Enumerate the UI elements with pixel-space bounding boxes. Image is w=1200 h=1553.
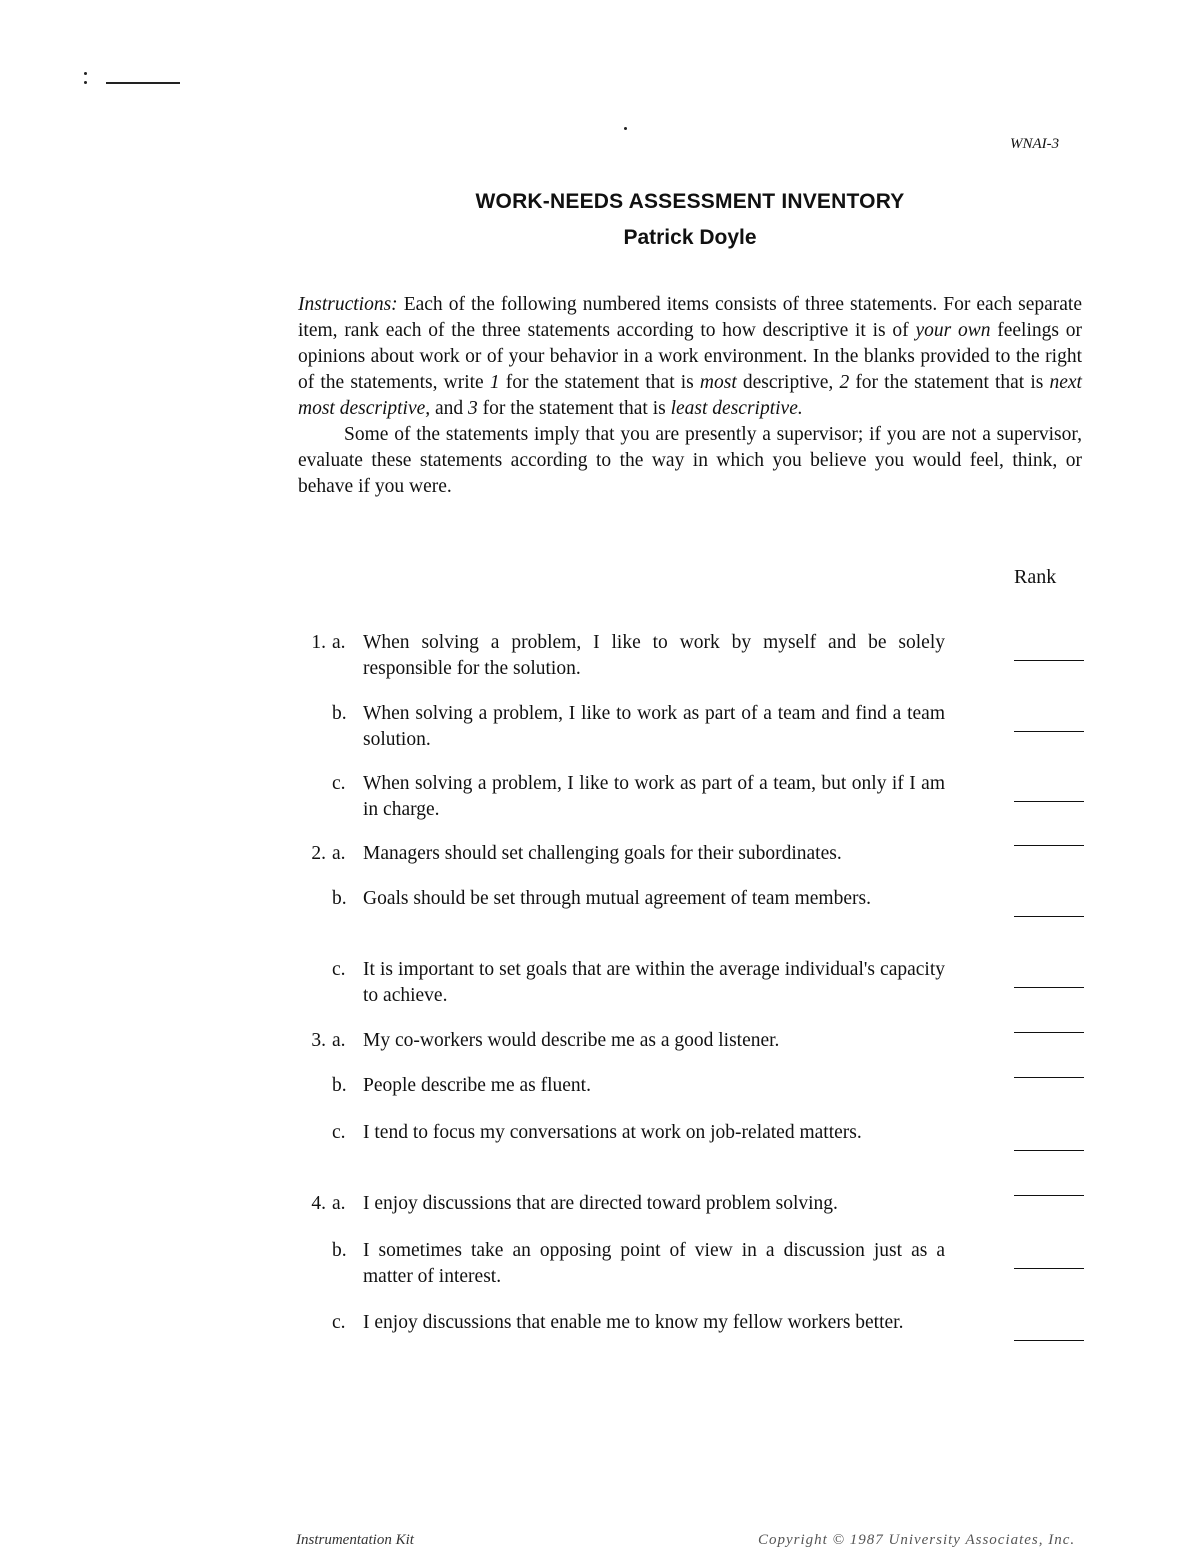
item-letter: c. (332, 773, 346, 794)
rank-blank[interactable] (1014, 987, 1084, 988)
item-statement: Goals should be set through mutual agreement of team members. (363, 888, 871, 909)
list-item (296, 1120, 1096, 1174)
item-number: 3. (311, 1030, 326, 1051)
item-statement: I sometimes take an opposing point of view in a discussion just as a matter of interest. (363, 1240, 945, 1287)
list-item (296, 701, 1096, 755)
rank-blank[interactable] (1014, 1268, 1084, 1269)
rank-blank[interactable] (1014, 1195, 1084, 1196)
instructions-text: for the statement that is (499, 372, 700, 393)
item-letter: a. (332, 1030, 346, 1051)
item-statement: I enjoy discussions that are directed toward problem solving. (363, 1193, 838, 1214)
instructions-text: feelings or opinions about work or of your behavior in a work environment. In the blanks provided to the right of the statements, write (298, 320, 1082, 393)
list-item (296, 1028, 1096, 1056)
instructions-label: Instructions: (298, 294, 398, 315)
item-statement: When solving a problem, I like to work as part of a team, but only if I am in charge. (363, 773, 945, 820)
instructions-rank-number: 3 (468, 398, 478, 419)
item-letter: a. (332, 632, 346, 653)
list-item (296, 957, 1096, 1011)
item-statement: When solving a problem, I like to work as part of a team and find a team solution. (363, 703, 945, 750)
list-item (296, 771, 1096, 825)
item-statement: When solving a problem, I like to work by myself and be solely responsible for the solution. (363, 632, 945, 679)
scan-dot-center (624, 127, 627, 130)
instructions-emphasis: next most descriptive, (298, 372, 1082, 419)
item-statement: I enjoy discussions that enable me to know my fellow workers better. (363, 1312, 904, 1333)
instructions-text: Each of the following numbered items consists of three statements. For each separate item, rank each of the three statements according to how descriptive it is of (298, 294, 1082, 341)
instructions-text: for the statement that is (477, 398, 671, 419)
list-item (296, 1191, 1096, 1219)
rank-blank[interactable] (1014, 1150, 1084, 1151)
item-number: 2. (311, 843, 326, 864)
item-letter: c. (332, 1122, 346, 1143)
instructions-emphasis: least descriptive. (670, 398, 803, 419)
footer-copyright: Copyright © 1987 University Associates, Inc. (758, 1532, 1076, 1548)
item-letter: c. (332, 959, 346, 980)
list-item (296, 1238, 1096, 1292)
list-item (296, 841, 1096, 869)
instructions-paragraph-2: Some of the statements imply that you are presently a supervisor; if you are not a supervisor, evaluate these statements according to the way in which you believe you would feel, think, or behave if you were. (298, 424, 1082, 497)
instructions-emphasis: most (699, 372, 737, 393)
item-statement: Managers should set challenging goals for their subordinates. (363, 843, 842, 864)
rank-blank[interactable] (1014, 845, 1084, 846)
list-item (296, 1310, 1096, 1364)
instructions-paragraph-1 (298, 292, 1082, 422)
instructions-block (298, 292, 1082, 500)
rank-blank[interactable] (1014, 660, 1084, 661)
item-letter: b. (332, 888, 347, 909)
page-title: WORK-NEEDS ASSESSMENT INVENTORY (475, 190, 905, 213)
item-letter: b. (332, 1075, 347, 1096)
scan-dot-top-left (84, 72, 87, 75)
rank-blank[interactable] (1014, 1340, 1084, 1341)
list-item (296, 630, 1096, 684)
rank-blank[interactable] (1014, 1032, 1084, 1033)
rank-blank[interactable] (1014, 731, 1084, 732)
instructions-text: for the statement that is (849, 372, 1050, 393)
instructions-rank-number: 1 (489, 372, 500, 393)
scan-dot-top-left-2 (84, 81, 87, 84)
item-letter: a. (332, 1193, 346, 1214)
item-statement: I tend to focus my conversations at work on job-related matters. (363, 1122, 862, 1143)
rank-blank[interactable] (1014, 916, 1084, 917)
item-statement: It is important to set goals that are within the average individual's capacity to achieve. (363, 959, 945, 1006)
item-number: 4. (311, 1193, 326, 1214)
item-letter: a. (332, 843, 346, 864)
list-item (296, 1073, 1096, 1101)
instructions-text: and (430, 398, 469, 419)
rank-blank[interactable] (1014, 801, 1084, 802)
page-code: WNAI-3 (1010, 136, 1060, 152)
item-number: 1. (311, 632, 326, 653)
item-letter: b. (332, 1240, 347, 1261)
list-item (296, 886, 1096, 940)
item-letter: b. (332, 703, 347, 724)
instructions-text: descriptive, (736, 372, 840, 393)
rank-blank[interactable] (1014, 1077, 1084, 1078)
footer-instrumentation-kit: Instrumentation Kit (296, 1532, 414, 1548)
author-name: Patrick Doyle (623, 226, 757, 249)
instructions-rank-number: 2 (839, 372, 850, 393)
rank-column-header: Rank (1014, 566, 1057, 588)
scan-mark-top-left (106, 82, 180, 84)
item-letter: c. (332, 1312, 346, 1333)
item-statement: People describe me as fluent. (363, 1075, 591, 1096)
instructions-emphasis: your own (915, 320, 991, 341)
item-statement: My co-workers would describe me as a good listener. (363, 1030, 780, 1051)
